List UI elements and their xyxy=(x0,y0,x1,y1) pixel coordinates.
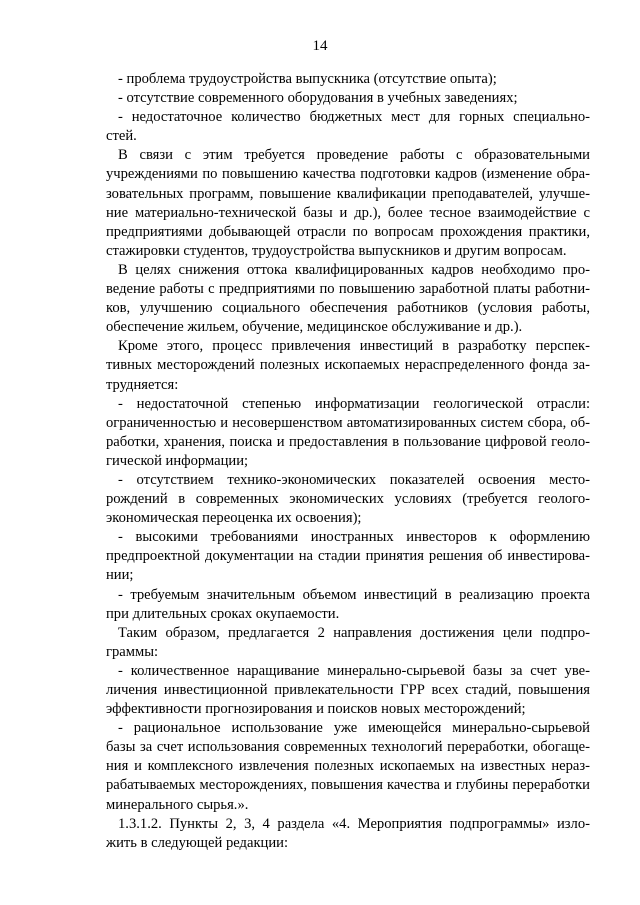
paragraph-p9 xyxy=(106,528,590,585)
paragraph-p10 xyxy=(106,586,590,624)
text-line: ограниченностью и несовершенством автоматизированных систем сбора, об- xyxy=(106,414,590,431)
text-line: ние материально-технической базы и др.), более тесное взаимодействие с xyxy=(106,204,590,221)
text-line: эффективности прогнозирования и поисков новых месторождений; xyxy=(106,701,526,718)
text-line: личения инвестиционной привлекательности ГРР всех стадий, повышения xyxy=(106,682,590,698)
text-line: предприятиями добывающей отрасли по вопросам прохождения практики, xyxy=(106,223,590,240)
text-line: - количественное наращивание минерально-сырьевой базы за счет уве- xyxy=(118,662,590,679)
document-body xyxy=(106,70,590,853)
text-line: В целях снижения оттока квалифицированных кадров необходимо про- xyxy=(118,261,590,278)
paragraph-p4 xyxy=(106,146,590,261)
text-line: минерального сырья.». xyxy=(106,796,249,813)
text-line: жить в следующей редакции: xyxy=(106,834,289,851)
text-line: гической информации; xyxy=(106,452,249,469)
text-line: - отсутствие современного оборудования в учебных заведениях; xyxy=(118,90,518,107)
text-line: стажировки студентов, трудоустройства выпускников и другим вопросам. xyxy=(106,242,567,259)
text-line: граммы: xyxy=(106,643,159,660)
text-line: работки, хранения, поиска и предоставления в пользование цифровой геоло- xyxy=(106,433,590,450)
paragraph-p1 xyxy=(106,70,590,89)
text-line: стей. xyxy=(106,128,137,145)
text-line: рабатываемых месторождениях, повышения качества и глубины переработки xyxy=(106,777,590,794)
text-line: Кроме этого, процесс привлечения инвестиций в разработку перспек- xyxy=(118,338,590,355)
text-line: экономическая переоценка их освоения); xyxy=(106,510,362,527)
text-line: В связи с этим требуется проведение работы с образовательными xyxy=(118,147,590,164)
paragraph-p13 xyxy=(106,719,590,814)
text-line: ния и комплексного извлечения полезных ископаемых на известных нераз- xyxy=(106,758,590,775)
text-line: - рациональное использование уже имеющейся минерально-сырьевой xyxy=(118,720,590,737)
text-line: обеспечение жильем, обучение, медицинское обслуживание и др.). xyxy=(106,319,523,336)
text-line: Таким образом, предлагается 2 направления достижения цели подпро- xyxy=(118,624,590,641)
paragraph-p7 xyxy=(106,395,590,471)
paragraph-p12 xyxy=(106,662,590,719)
text-line: - отсутствием технико-экономических показателей освоения место- xyxy=(118,471,590,488)
text-line: ведение работы с предприятиями по повышению заработной платы работни- xyxy=(106,281,590,298)
text-line: тивных месторождений полезных ископаемых нераспределенного фонда за- xyxy=(106,357,590,374)
paragraph-p14 xyxy=(106,815,590,853)
text-line: учреждениями по повышению качества подготовки кадров (изменение обра- xyxy=(106,166,590,183)
text-line: базы за счет использования современных технологий переработки, обогаще- xyxy=(106,739,590,756)
text-line: трудняется: xyxy=(106,376,179,393)
paragraph-p2 xyxy=(106,89,590,108)
text-line: - недостаточное количество бюджетных мест для горных специально- xyxy=(118,109,590,126)
text-line: - требуемым значительным объемом инвестиций в реализацию проекта xyxy=(118,586,590,603)
text-line: рождений в современных экономических условиях (требуется геолого- xyxy=(106,491,590,508)
paragraph-p3 xyxy=(106,108,590,146)
text-line: ков, улучшению социального обеспечения работников (условия работы, xyxy=(106,300,590,317)
text-line: предпроектной документации на стадии принятия решения об инвестирова- xyxy=(106,548,590,565)
paragraph-p11 xyxy=(106,624,590,662)
paragraph-p8 xyxy=(106,471,590,528)
page-number: 14 xyxy=(312,38,328,54)
paragraph-p5 xyxy=(106,261,590,337)
text-line: 1.3.1.2. Пункты 2, 3, 4 раздела «4. Мероприятия подпрограммы» изло- xyxy=(118,815,590,832)
text-line: - проблема трудоустройства выпускника (отсутствие опыта); xyxy=(118,71,497,87)
text-line: - высокими требованиями иностранных инвесторов к оформлению xyxy=(118,529,590,546)
text-line: зовательных программ, повышение квалификации преподавателей, улучше- xyxy=(106,185,590,202)
paragraph-p6 xyxy=(106,337,590,394)
text-line: нии; xyxy=(106,567,134,584)
text-line: - недостаточной степенью информатизации геологической отрасли: xyxy=(118,395,590,412)
text-line: при длительных сроках окупаемости. xyxy=(106,605,340,622)
